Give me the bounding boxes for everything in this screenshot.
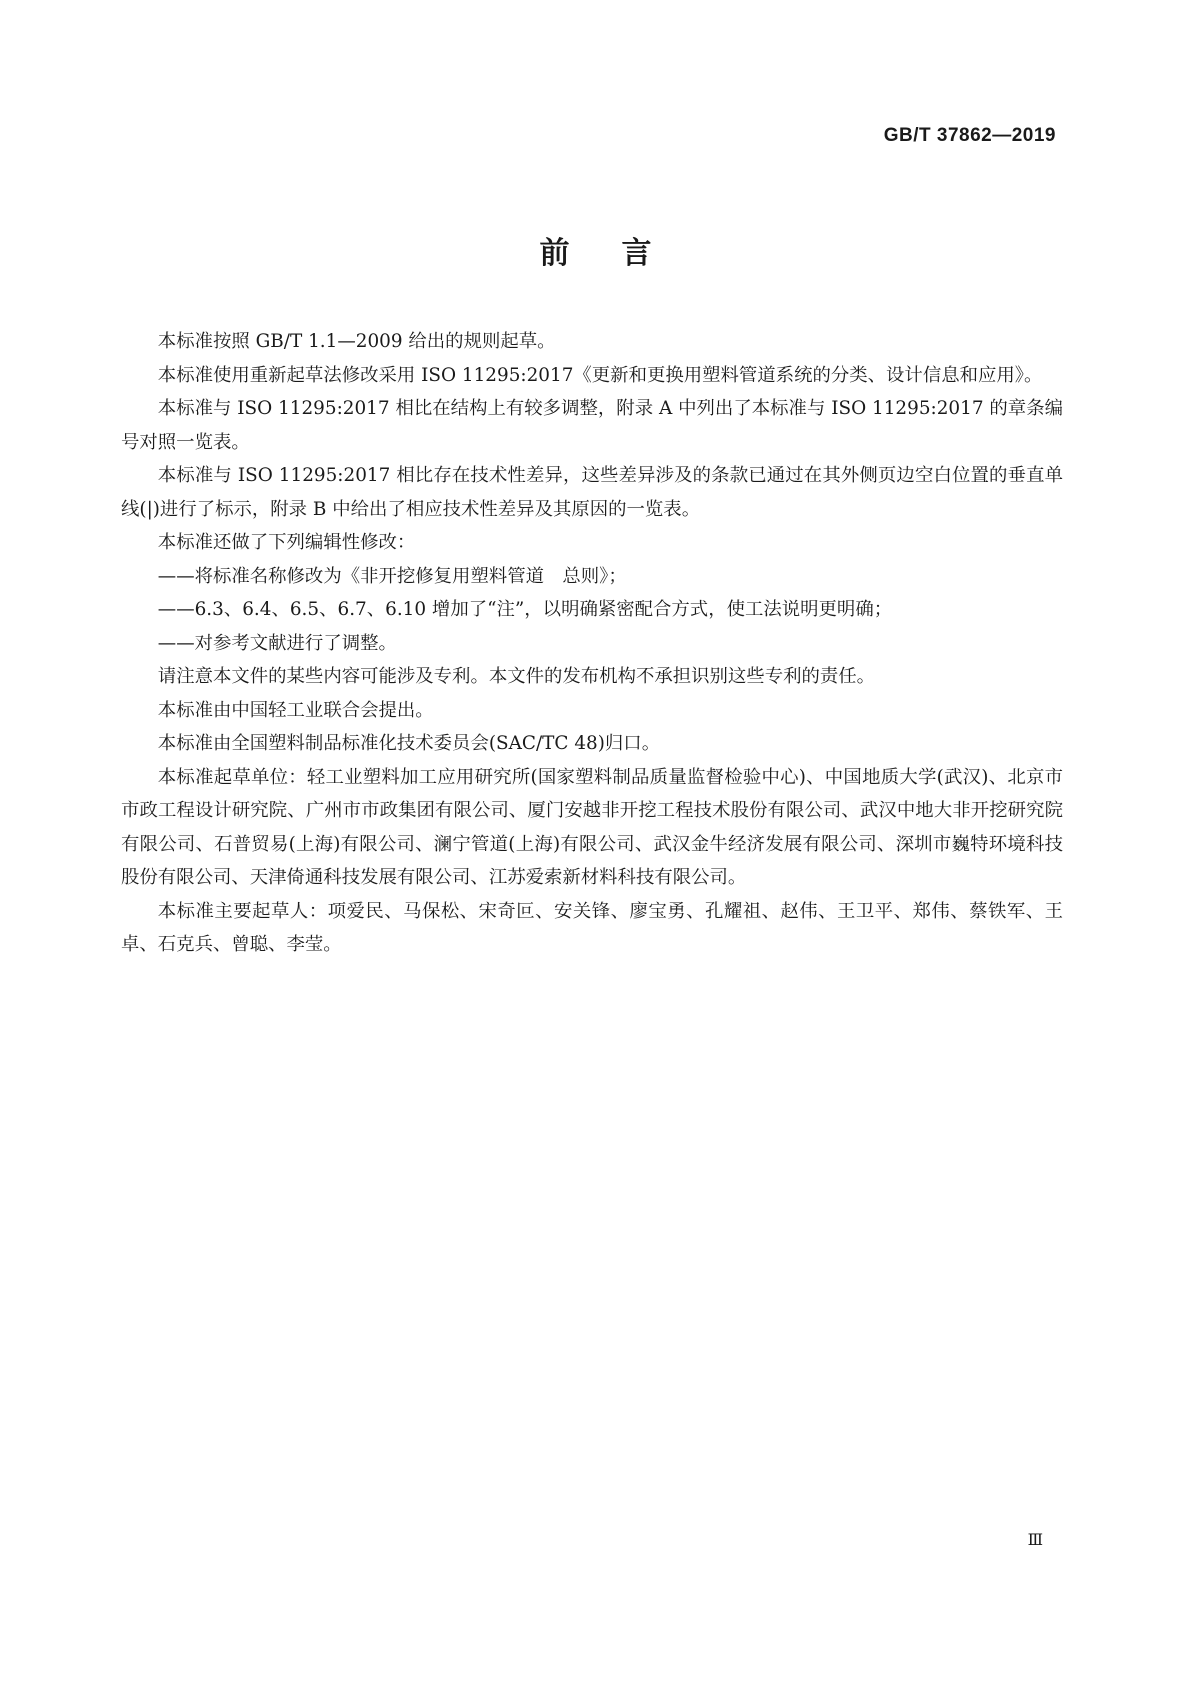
paragraph-technical-differences: 本标准与 ISO 11295:2017 相比存在技术性差异，这些差异涉及的条款已通过在其外侧页边空白位置的垂直单线(|)进行了标示，附录 B 中给出了相应技术性差异及其原因的一览表。 bbox=[121, 465, 1063, 520]
standard-code: GB/T 37862—2019 bbox=[883, 125, 1056, 146]
paragraph-adoption: 本标准使用重新起草法修改采用 ISO 11295:2017《更新和更换用塑料管道系统的分类、设计信息和应用》。 bbox=[157, 364, 1043, 386]
foreword-body bbox=[121, 325, 1063, 962]
paragraph-proposed-by: 本标准由中国轻工业联合会提出。 bbox=[157, 699, 434, 721]
list-item-notes-added: ——6.3、6.4、6.5、6.7、6.10 增加了“注”，以明确紧密配合方式，使工法说明更明确； bbox=[157, 599, 893, 620]
page-number: Ⅲ bbox=[1027, 1530, 1043, 1549]
list-item-title-change: ——将标准名称修改为《非开挖修复用塑料管道 总则》； bbox=[157, 565, 627, 587]
paragraph-structure-changes: 本标准与 ISO 11295:2017 相比在结构上有较多调整，附录 A 中列出了本标准与 ISO 11295:2017 的章条编号对照一览表。 bbox=[121, 398, 1063, 453]
paragraph-editorial-intro: 本标准还做了下列编辑性修改： bbox=[157, 532, 416, 553]
paragraph-patent-notice: 请注意本文件的某些内容可能涉及专利。本文件的发布机构不承担识别这些专利的责任。 bbox=[157, 666, 876, 687]
paragraph-drafting-organizations: 本标准起草单位：轻工业塑料加工应用研究所(国家塑料制品质量监督检验中心)、中国地质大学(武汉)、北京市市政工程设计研究院、广州市市政集团有限公司、厦门安越非开挖工程技术股份有限公司、武汉中地大非开挖研究院有限公司、石普贸易(上海)有限公司、澜宁管道(上海)有限公司、武汉金牛经济发展有限公司、深圳市巍特环境科技股份有限公司、天津倚通科技发展有限公司、江苏爱索新材料科技有限公司。 bbox=[121, 766, 1063, 888]
list-item-references: ——对参考文献进行了调整。 bbox=[157, 632, 397, 654]
page-title: 前言 bbox=[539, 236, 704, 271]
paragraph-centralized-by: 本标准由全国塑料制品标准化技术委员会(SAC/TC 48)归口。 bbox=[157, 733, 661, 754]
paragraph-drafters: 本标准主要起草人：项爱民、马保松、宋奇叵、安关锋、廖宝勇、孔耀祖、赵伟、王卫平、郑伟、蔡铁军、王卓、石克兵、曾聪、李莹。 bbox=[121, 900, 1063, 955]
paragraph-drafting-rules: 本标准按照 GB/T 1.1—2009 给出的规则起草。 bbox=[157, 331, 556, 352]
